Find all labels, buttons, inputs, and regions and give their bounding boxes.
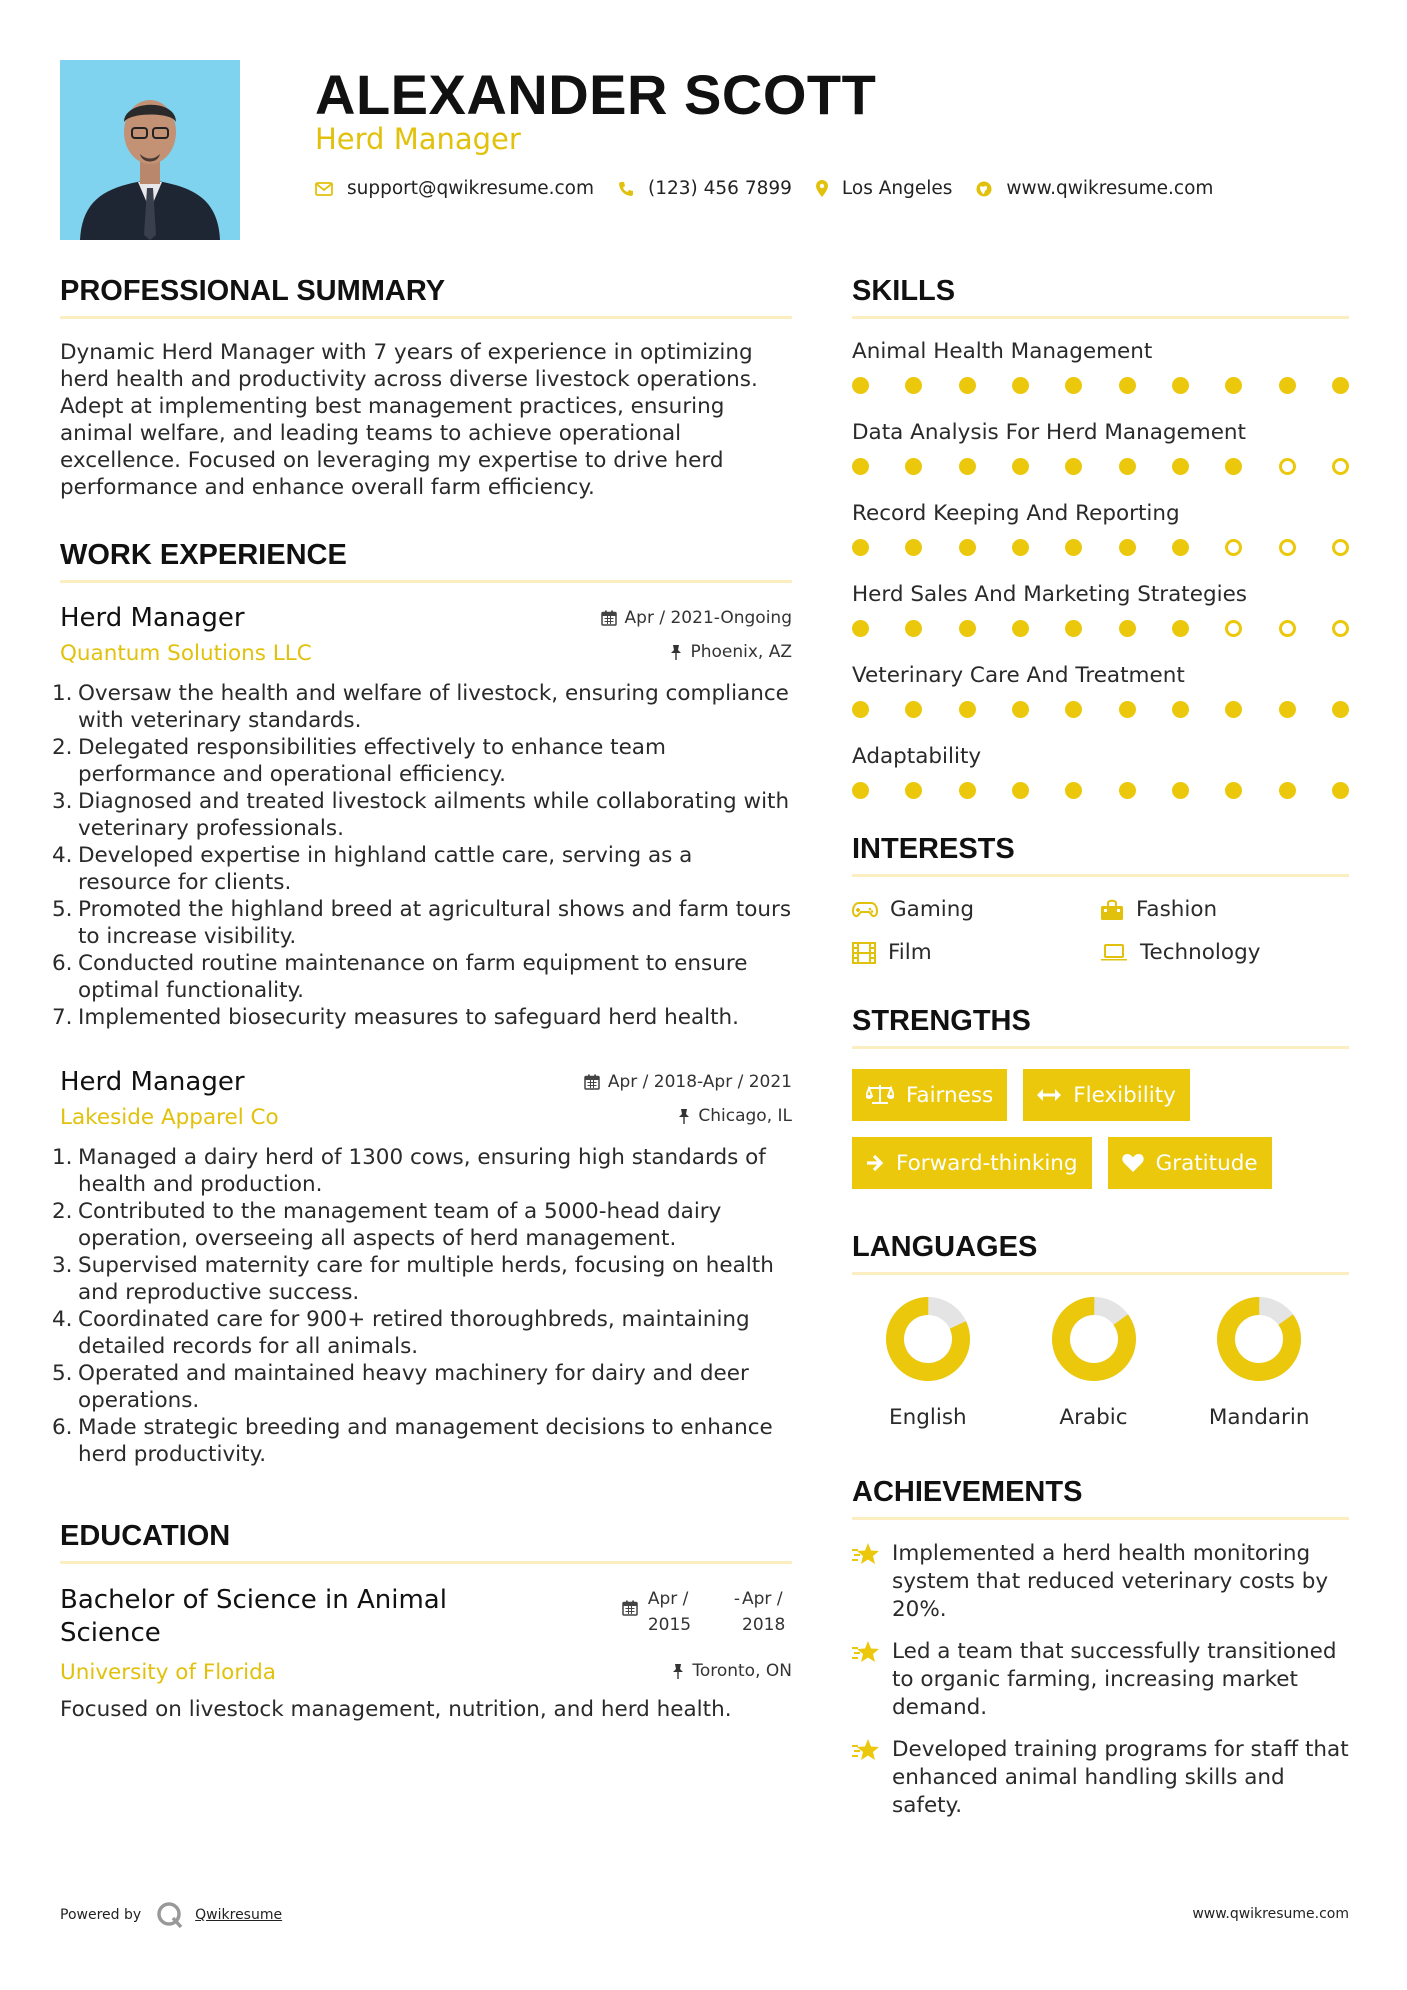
rating-dot-filled [1172,620,1189,637]
rating-dot-filled [1065,458,1082,475]
skill-name: Record Keeping And Reporting [852,501,1180,526]
interests-list [852,897,1349,965]
profile-photo [60,60,240,240]
skill-name: Data Analysis For Herd Management [852,420,1246,445]
rating-dot-filled [959,377,976,394]
job-entry [52,603,792,1031]
rating-dot-filled [1279,377,1296,394]
rating-dot-empty [1332,458,1349,475]
list-item: 5. Promoted the highland breed at agricultural shows and farm tours to increase visibility. [52,897,792,949]
rating-dot-filled [905,539,922,556]
rating-dot-filled [1279,782,1296,799]
star-icon [852,1542,880,1566]
rating-dot-filled [1172,782,1189,799]
rating-dot-filled [1225,458,1242,475]
interest-item: Film [852,940,1100,965]
rating-dot-filled [852,701,869,718]
candidate-name: ALEXANDER SCOTT [315,63,877,126]
rating-dot-filled [1065,701,1082,718]
skill-item [852,582,1349,637]
skill-item [852,501,1349,556]
footer-url[interactable]: www.qwikresume.com [1192,1906,1349,1922]
rating-dot-filled [1172,377,1189,394]
rating-dot-empty [1225,620,1242,637]
contact-phone[interactable]: (123) 456 7899 [648,178,792,199]
skill-rating [852,377,1349,394]
interests-heading: INTERESTS [852,833,1349,877]
job-location: Phoenix, AZ [670,642,792,662]
rating-dot-empty [1279,458,1296,475]
list-item: 3. Supervised maternity care for multiple herds, focusing on health and reproductive success. [52,1253,774,1305]
qwikresume-logo-icon [155,1900,185,1930]
list-item: 1. Oversaw the health and welfare of livestock, ensuring compliance with veterinary standards. [52,681,789,733]
skill-item [852,339,1349,394]
skill-rating [852,458,1349,475]
skill-item [852,420,1349,475]
skill-item [852,744,1349,799]
pushpin-icon [672,1663,684,1679]
footer-powered-by: Powered by Qwikresume [60,1900,282,1930]
rating-dot-filled [852,458,869,475]
rating-dot-filled [905,620,922,637]
skill-name: Animal Health Management [852,339,1153,364]
calendar-icon [622,1600,638,1616]
rating-dot-filled [852,539,869,556]
education-dates [622,1586,792,1650]
rating-dot-empty [1225,539,1242,556]
skill-rating [852,539,1349,556]
calendar-icon [601,610,617,626]
candidate-title: Herd Manager [315,122,521,156]
company-name: Lakeside Apparel Co [60,1105,279,1130]
contact-website[interactable]: www.qwikresume.com [1006,178,1214,199]
job-dates: Apr / 2018-Apr / 2021 [584,1072,792,1092]
contact-email[interactable]: support@qwikresume.com [347,178,594,199]
skill-rating [852,620,1349,637]
language-item: Arabic [1018,1295,1184,1430]
rating-dot-filled [1332,377,1349,394]
rating-dot-filled [852,782,869,799]
duty-list [52,1144,792,1468]
laptop-icon [1100,944,1128,962]
rating-dot-filled [959,701,976,718]
rating-dot-filled [1012,701,1029,718]
rating-dot-filled [1119,458,1136,475]
rating-dot-filled [905,377,922,394]
list-item: 2. Contributed to the management team of a 5000-head dairy operation, overseeing all aspects of herd management. [52,1199,722,1251]
star-icon [852,1640,880,1664]
rating-dot-empty [1279,539,1296,556]
rating-dot-filled [959,458,976,475]
list-item: 6. Conducted routine maintenance on farm equipment to ensure optimal functionality. [52,951,748,1003]
left-column [52,275,792,1722]
job-title: Herd Manager [60,1067,245,1097]
rating-dot-filled [959,539,976,556]
strength-badge: Flexibility [1023,1069,1190,1121]
calendar-icon [584,1074,600,1090]
shopping-bag-icon [1100,899,1124,921]
skills-heading: SKILLS [852,275,1349,319]
film-icon [852,942,876,964]
right-column [852,275,1349,1834]
achievement-item: Developed training programs for staff that enhanced animal handling skills and safety. [852,1736,1349,1820]
rating-dot-filled [1119,620,1136,637]
rating-dot-filled [1225,782,1242,799]
education-end: Apr / 2018 [742,1589,786,1635]
list-item: 4. Coordinated care for 900+ retired thoroughbreds, maintaining detailed records for all animals. [52,1307,750,1359]
list-item: 1. Managed a dairy herd of 1300 cows, ensuring high standards of health and production. [52,1145,766,1197]
star-icon [852,1738,880,1762]
language-donut-fill [884,1295,972,1383]
list-item: 6. Made strategic breeding and management decisions to enhance herd productivity. [52,1415,773,1467]
list-item: 7. Implemented biosecurity measures to safeguard herd health. [52,1005,739,1030]
language-donut-fill [1215,1295,1303,1383]
duty-list [52,680,792,1031]
globe-icon [976,181,992,197]
education-heading: EDUCATION [60,1520,792,1564]
strength-badge: Fairness [852,1069,1007,1121]
strengths-list [852,1069,1349,1189]
summary-heading: PROFESSIONAL SUMMARY [60,275,792,319]
contact-bar [315,178,1237,199]
languages-list [852,1295,1349,1430]
education-start: Apr / 2015 [647,1589,692,1635]
rating-dot-filled [1279,701,1296,718]
heart-icon [1122,1153,1144,1173]
skill-rating [852,782,1349,799]
qwikresume-link[interactable]: Qwikresume [195,1907,283,1923]
achievement-item: Implemented a herd health monitoring system that reduced veterinary costs by 20%. [852,1540,1349,1624]
company-name: Quantum Solutions LLC [60,641,312,666]
rating-dot-filled [1012,782,1029,799]
rating-dot-filled [1065,539,1082,556]
rating-dot-filled [905,458,922,475]
language-item: English [852,1295,1018,1430]
rating-dot-filled [1332,701,1349,718]
interest-item: Technology [1100,940,1348,965]
map-marker-icon [816,180,828,197]
rating-dot-filled [1065,620,1082,637]
rating-dot-filled [1012,620,1029,637]
rating-dot-filled [905,782,922,799]
languages-heading: LANGUAGES [852,1231,1349,1275]
job-dates: Apr / 2021-Ongoing [601,608,792,628]
school-name: University of Florida [60,1660,276,1685]
rating-dot-filled [1012,377,1029,394]
language-item: Mandarin [1183,1295,1349,1430]
envelope-icon [315,182,333,196]
skill-name: Herd Sales And Marketing Strategies [852,582,1247,607]
achievements-list [852,1540,1349,1820]
rating-dot-filled [1119,701,1136,718]
rating-dot-filled [1065,377,1082,394]
rating-dot-filled [1332,782,1349,799]
rating-dot-empty [1332,539,1349,556]
job-entry [52,1067,792,1468]
job-location: Chicago, IL [678,1106,792,1126]
pushpin-icon [678,1108,690,1124]
rating-dot-filled [1172,539,1189,556]
rating-dot-filled [959,620,976,637]
rating-dot-filled [1225,701,1242,718]
balance-scale-icon [866,1084,894,1106]
rating-dot-filled [1119,539,1136,556]
skill-item [852,663,1349,718]
summary-text: Dynamic Herd Manager with 7 years of experience in optimizing herd health and productivity across diverse livestock operations. Adept at implementing best management practices, ensuring animal welfare, and leading teams to achieve operational excellence. Focused on leveraging my expertise to drive herd performance and enhance overall farm efficiency. [60,340,758,500]
achievements-heading: ACHIEVEMENTS [852,1476,1349,1520]
arrow-right-icon [866,1154,884,1172]
rating-dot-filled [1012,539,1029,556]
list-item: 4. Developed expertise in highland cattle care, serving as a resource for clients. [52,843,693,895]
rating-dot-filled [1172,458,1189,475]
education-entry [60,1584,792,1722]
rating-dot-filled [1065,782,1082,799]
rating-dot-filled [1119,377,1136,394]
interest-item: Gaming [852,897,1100,922]
experience-heading: WORK EXPERIENCE [60,539,792,583]
language-donut-fill [1050,1295,1138,1383]
rating-dot-filled [1225,377,1242,394]
contact-location: Los Angeles [841,178,953,199]
achievement-item: Led a team that successfully transitioned to organic farming, increasing market demand. [852,1638,1349,1722]
rating-dot-filled [1172,701,1189,718]
education-description: Focused on livestock management, nutrition, and herd health. [60,1697,732,1722]
strength-badge: Gratitude [1108,1137,1272,1189]
rating-dot-empty [1332,620,1349,637]
rating-dot-filled [852,620,869,637]
interest-item: Fashion [1100,897,1348,922]
school-location: Toronto, ON [672,1661,792,1681]
arrows-horizontal-icon [1037,1088,1061,1102]
date-separator: - [733,1589,740,1609]
rating-dot-filled [1119,782,1136,799]
skill-name: Veterinary Care And Treatment [852,663,1185,688]
list-item: 3. Diagnosed and treated livestock ailments while collaborating with veterinary professionals. [52,789,790,841]
skills-list [852,339,1349,799]
degree-title: Bachelor of Science in Animal Science [60,1585,447,1648]
rating-dot-filled [959,782,976,799]
skill-name: Adaptability [852,744,982,769]
rating-dot-filled [1012,458,1029,475]
strength-badge: Forward-thinking [852,1137,1092,1189]
list-item: 5. Operated and maintained heavy machinery for dairy and deer operations. [52,1361,749,1413]
job-title: Herd Manager [60,603,245,633]
gamepad-icon [852,901,878,919]
rating-dot-empty [1279,620,1296,637]
list-item: 2. Delegated responsibilities effectively to enhance team performance and operational efficiency. [52,735,666,787]
skill-rating [852,701,1349,718]
phone-icon [618,181,634,197]
strengths-heading: STRENGTHS [852,1005,1349,1049]
pushpin-icon [670,644,682,660]
rating-dot-filled [905,701,922,718]
rating-dot-filled [852,377,869,394]
